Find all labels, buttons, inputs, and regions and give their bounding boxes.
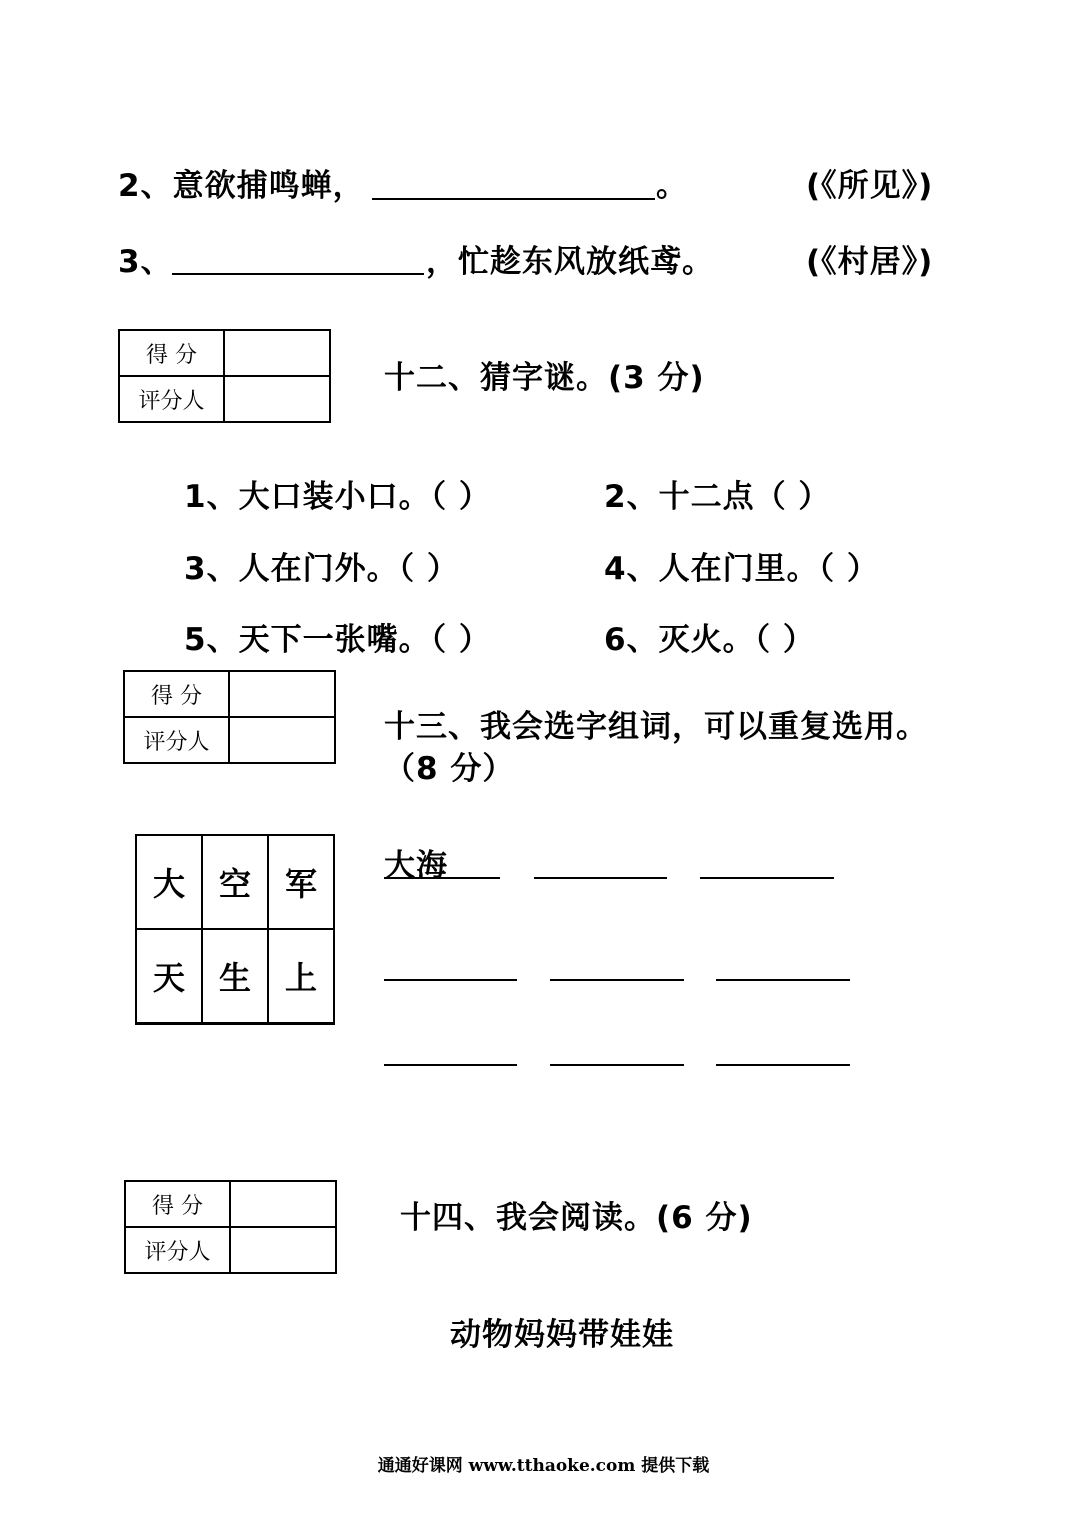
score-field[interactable]	[229, 671, 335, 717]
grid-char: 生	[202, 929, 268, 1024]
poem-source: (《村居》)	[806, 244, 934, 280]
poem-line-2	[118, 160, 365, 205]
word-blank[interactable]	[716, 979, 850, 981]
example-word: 大海	[384, 848, 448, 884]
answer-blank[interactable]	[372, 198, 655, 200]
grader-label: 评分人	[119, 376, 224, 422]
word-blank[interactable]	[550, 979, 684, 981]
score-label: 得 分	[125, 1181, 230, 1227]
riddle-item: 3、人在门外。（ ）	[184, 551, 459, 587]
score-field[interactable]	[224, 330, 330, 376]
character-grid	[135, 834, 335, 1025]
riddle-item: 5、天下一张嘴。（ ）	[184, 622, 491, 658]
grader-label: 评分人	[125, 1227, 230, 1273]
footer: 通通好课网 www.tthaoke.com 提供下载	[377, 1456, 710, 1476]
grid-char: 天	[136, 929, 202, 1024]
grader-field[interactable]	[224, 376, 330, 422]
grid-char: 空	[202, 835, 268, 929]
grader-field[interactable]	[230, 1227, 336, 1273]
section-13-points: （8 分）	[384, 751, 515, 787]
word-blank[interactable]	[534, 877, 667, 879]
section-14-title: 十四、我会阅读。(6 分)	[400, 1200, 753, 1236]
riddle-item: 4、人在门里。（ ）	[604, 551, 879, 587]
item-number: 3、	[118, 244, 173, 280]
word-blank[interactable]	[700, 877, 834, 879]
poem-end-mark: 。	[656, 168, 688, 204]
score-box	[118, 329, 331, 423]
example-underline	[384, 877, 500, 879]
poem-text: 意欲捕鸣蝉，	[172, 168, 365, 204]
score-label: 得 分	[119, 330, 224, 376]
word-blank[interactable]	[384, 979, 517, 981]
riddle-item: 2、十二点（ ）	[604, 479, 831, 515]
grid-char: 军	[268, 835, 334, 929]
score-field[interactable]	[230, 1181, 336, 1227]
grid-char: 大	[136, 835, 202, 929]
item-number: 2、	[118, 168, 173, 204]
section-12-title: 十二、猜字谜。(3 分)	[384, 360, 705, 396]
riddle-item: 6、灭火。（ ）	[604, 622, 815, 658]
score-label: 得 分	[124, 671, 229, 717]
word-blank[interactable]	[550, 1064, 684, 1066]
section-13-title: 十三、我会选字组词，可以重复选用。	[384, 709, 928, 745]
word-blank[interactable]	[384, 1064, 517, 1066]
word-blank[interactable]	[716, 1064, 850, 1066]
grader-field[interactable]	[229, 717, 335, 763]
poem-source: (《所见》)	[806, 168, 934, 204]
poem-line-3: ，忙趁东风放纸鸢。	[426, 244, 714, 280]
score-box	[124, 1180, 337, 1274]
grader-label: 评分人	[124, 717, 229, 763]
grid-char: 上	[268, 929, 334, 1024]
answer-blank[interactable]	[172, 273, 424, 275]
passage-title: 动物妈妈带娃娃	[450, 1317, 674, 1353]
score-box	[123, 670, 336, 764]
riddle-item: 1、大口装小口。（ ）	[184, 479, 491, 515]
